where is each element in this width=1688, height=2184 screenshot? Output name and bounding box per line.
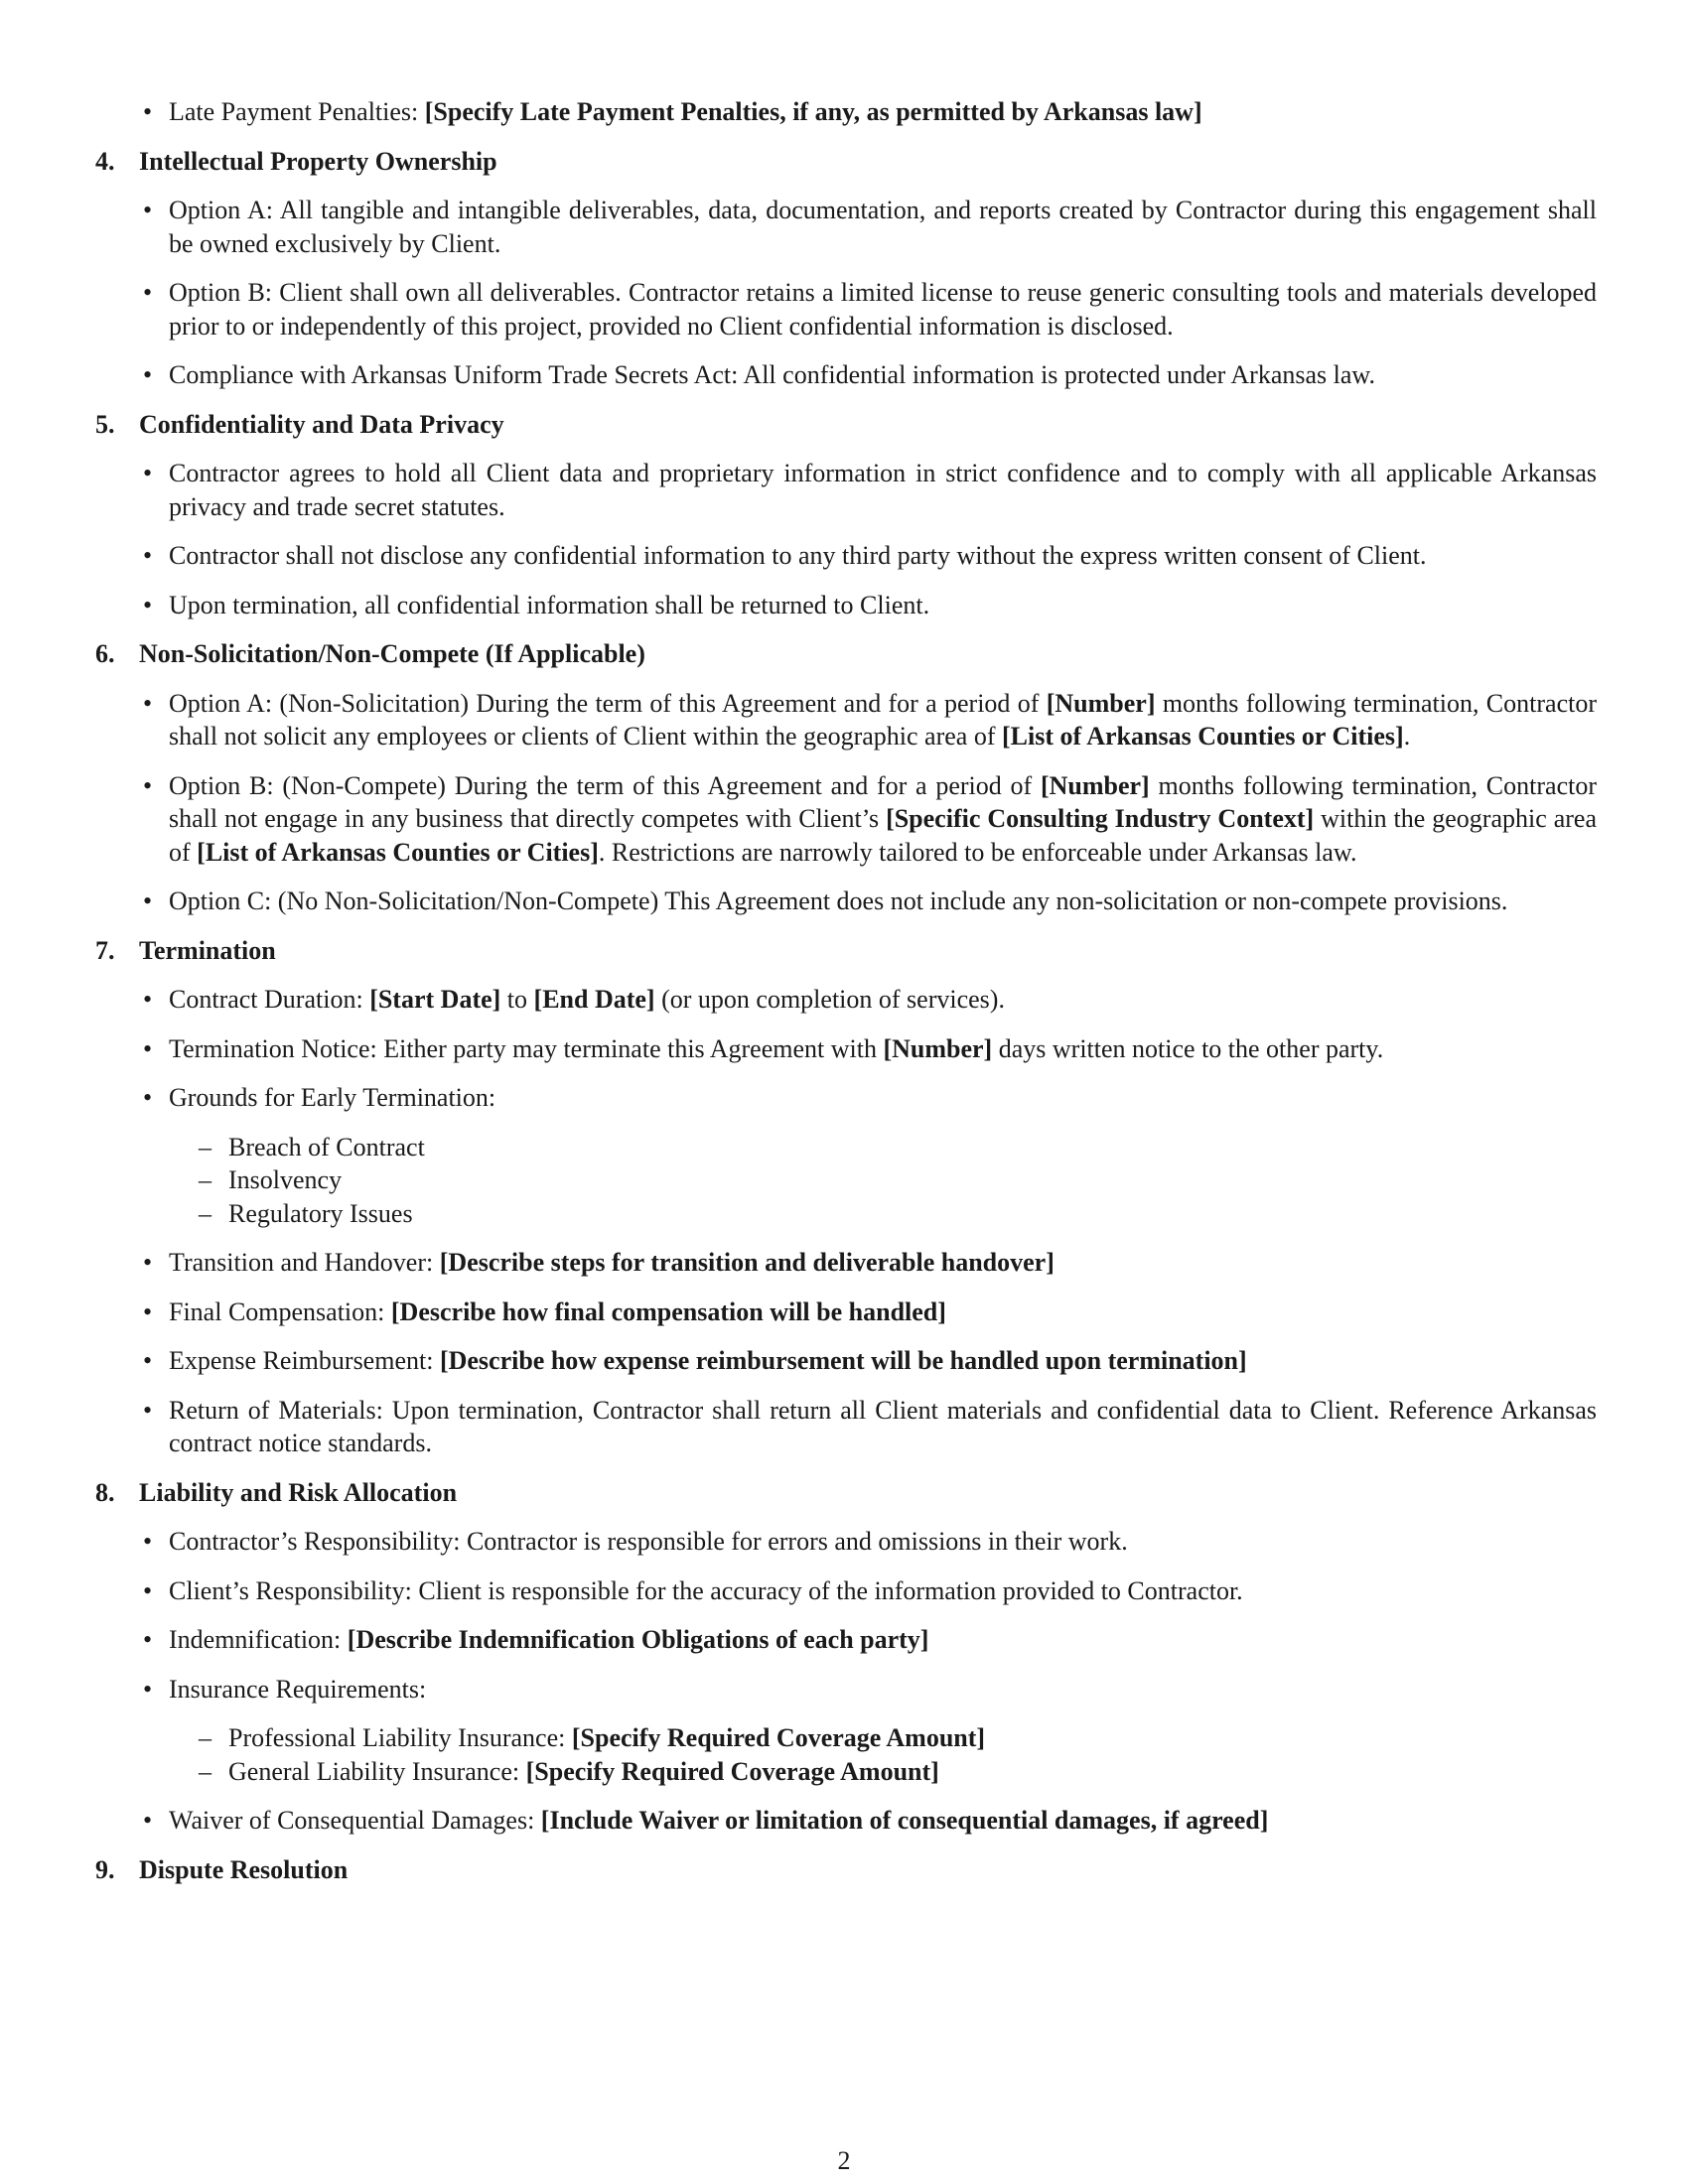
list-item — [169, 1574, 1597, 1608]
list-item — [169, 1525, 1597, 1559]
item-text: Option B: (Non-Compete) During the term of this Agreement and for a period of — [169, 770, 1041, 800]
item-text: Client’s Responsibility: Client is responsible for the accuracy of the information provided to Contractor. — [169, 1575, 1243, 1605]
item-text: General Liability Insurance: — [228, 1756, 526, 1786]
item-text: months following termination, Contractor shall not engage in any business that directly competes with Client’s — [169, 770, 1597, 833]
section-list — [95, 1525, 1597, 1838]
sections-container — [95, 145, 1597, 1887]
item-text: Termination Notice: Either party may terminate this Agreement with — [169, 1033, 884, 1063]
section-heading — [95, 145, 1597, 179]
item-text: Upon termination, all confidential information shall be returned to Client. — [169, 590, 930, 619]
placeholder-text: [Number] — [1046, 688, 1156, 718]
item-text: Option B: Client shall own all deliverables. Contractor retains a limited license to reuse generic consulting tools and materials developed prior to or independently of this project, provided no Client confidential information is disclosed. — [169, 278, 1597, 341]
item-text: Compliance with Arkansas Uniform Trade Secrets Act: All confidential information is protected under Arkansas law. — [169, 360, 1376, 389]
item-text: Contractor shall not disclose any confidential information to any third party without the express written consent of Client. — [169, 541, 1427, 570]
item-text: Contract Duration: — [169, 985, 370, 1014]
page-number: 2 — [837, 2146, 851, 2175]
item-text: Option C: (No Non-Solicitation/Non-Compete) This Agreement does not include any non-solicitation or non-compete provisions. — [169, 887, 1508, 915]
placeholder-text: [Describe how final compensation will be handled] — [390, 1297, 946, 1326]
placeholder-text: [Number] — [883, 1033, 993, 1063]
section-title: Liability and Risk Allocation — [139, 1477, 458, 1507]
list-item — [169, 1804, 1597, 1838]
section-list — [95, 687, 1597, 918]
item-text: Waiver of Consequential Damages: — [169, 1806, 541, 1835]
section-heading — [95, 408, 1597, 442]
sub-list-item: – Breach of Contract — [228, 1131, 1597, 1164]
list-item — [169, 95, 1597, 129]
list-item — [169, 276, 1597, 342]
placeholder-text: [End Date] — [533, 985, 655, 1014]
list-item — [169, 1032, 1597, 1066]
list-item — [169, 1081, 1597, 1230]
placeholder-text: [Specify Required Coverage Amount] — [525, 1756, 939, 1786]
list-item — [169, 589, 1597, 622]
item-text: Expense Reimbursement: — [169, 1346, 440, 1375]
sub-list-item — [228, 1755, 1597, 1789]
section-title: Confidentiality and Data Privacy — [139, 409, 504, 439]
placeholder-text: [Specify Required Coverage Amount] — [571, 1723, 986, 1752]
list-item — [169, 1394, 1597, 1460]
list-item — [169, 1296, 1597, 1329]
item-text: Transition and Handover: — [169, 1248, 440, 1277]
section-title: Termination — [139, 935, 276, 965]
item-text: Grounds for Early Termination: — [169, 1083, 496, 1112]
placeholder-text: [Specific Consulting Industry Context] — [886, 804, 1315, 833]
list-item — [169, 769, 1597, 870]
section-number: 5. — [95, 409, 115, 439]
item-text: months following termination, Contractor shall not solicit any employees or clients of Client within the geographic area of — [169, 688, 1597, 751]
page-content — [95, 95, 1597, 1902]
item-text: within the geographic area of — [169, 804, 1598, 867]
item-text: Option A: All tangible and intangible deliverables, data, documentation, and reports created by Contractor during this engagement shall be owned exclusively by Client. — [169, 196, 1597, 258]
item-text: days written notice to the other party. — [992, 1033, 1384, 1063]
item-text: Professional Liability Insurance: — [228, 1723, 572, 1752]
list-item — [169, 983, 1597, 1017]
section-number: 9. — [95, 1854, 115, 1884]
list-item — [169, 194, 1597, 260]
section-number: 4. — [95, 146, 115, 176]
list-item — [169, 358, 1597, 392]
list-item — [169, 687, 1597, 753]
item-text: to — [500, 985, 534, 1014]
item-text: . Restrictions are narrowly tailored to be enforceable under Arkansas law. — [598, 837, 1357, 867]
placeholder-text: [Include Waiver or limitation of consequential damages, if agreed] — [540, 1806, 1269, 1835]
list-item — [169, 885, 1597, 918]
section-heading — [95, 1853, 1597, 1887]
list-item — [169, 539, 1597, 573]
section-list — [95, 194, 1597, 392]
section-heading — [95, 1476, 1597, 1510]
section-number: 6. — [95, 639, 115, 668]
item-text: Contractor’s Responsibility: Contractor is responsible for errors and omissions in their work. — [169, 1527, 1128, 1556]
placeholder-text: [Describe how expense reimbursement will be handled upon termination] — [439, 1346, 1247, 1375]
placeholder-text: [Start Date] — [369, 985, 501, 1014]
section-heading — [95, 637, 1597, 671]
placeholder-text: [Specify Late Payment Penalties, if any, as permitted by Arkansas law] — [424, 97, 1202, 126]
item-text: . — [1403, 722, 1411, 751]
item-text: Return of Materials: Upon termination, Contractor shall return all Client materials and confidential data to Client. Reference Arkansas contract notice standards. — [169, 1395, 1597, 1457]
sub-list-item — [228, 1721, 1597, 1755]
section-heading — [95, 934, 1597, 968]
section-title: Intellectual Property Ownership — [139, 146, 497, 176]
placeholder-text: [Number] — [1040, 770, 1150, 800]
item-label: Late Payment Penalties: — [169, 97, 425, 126]
section-list — [95, 457, 1597, 621]
item-text: Final Compensation: — [169, 1297, 391, 1326]
item-text: Insurance Requirements: — [169, 1674, 427, 1704]
item-text: Indemnification: — [169, 1625, 348, 1654]
sub-list-item: – Insolvency — [228, 1163, 1597, 1197]
placeholder-text: [Describe Indemnification Obligations of each party] — [347, 1625, 929, 1654]
section-title: Non-Solicitation/Non-Compete (If Applicable) — [139, 639, 645, 668]
sub-list — [169, 1721, 1597, 1788]
item-text: Contractor agrees to hold all Client data and proprietary information in strict confidence and to comply with all applicable Arkansas privacy and trade secret statutes. — [169, 459, 1597, 521]
section-title: Dispute Resolution — [139, 1854, 349, 1884]
placeholder-text: [Describe steps for transition and deliverable handover] — [439, 1248, 1055, 1277]
section-number: 8. — [95, 1477, 115, 1507]
list-item — [169, 1673, 1597, 1789]
continuation-list — [95, 95, 1597, 129]
list-item — [169, 1623, 1597, 1657]
sub-list — [169, 1131, 1597, 1231]
section-number: 7. — [95, 935, 115, 965]
placeholder-text: [List of Arkansas Counties or Cities] — [197, 837, 599, 867]
item-text: (or upon completion of services). — [654, 985, 1005, 1014]
list-item — [169, 1344, 1597, 1378]
list-item — [169, 457, 1597, 523]
item-text: Option A: (Non-Solicitation) During the term of this Agreement and for a period of — [169, 688, 1047, 718]
section-list — [95, 983, 1597, 1460]
sub-list-item: – Regulatory Issues — [228, 1197, 1597, 1231]
list-item — [169, 1246, 1597, 1280]
placeholder-text: [List of Arkansas Counties or Cities] — [1002, 722, 1404, 751]
